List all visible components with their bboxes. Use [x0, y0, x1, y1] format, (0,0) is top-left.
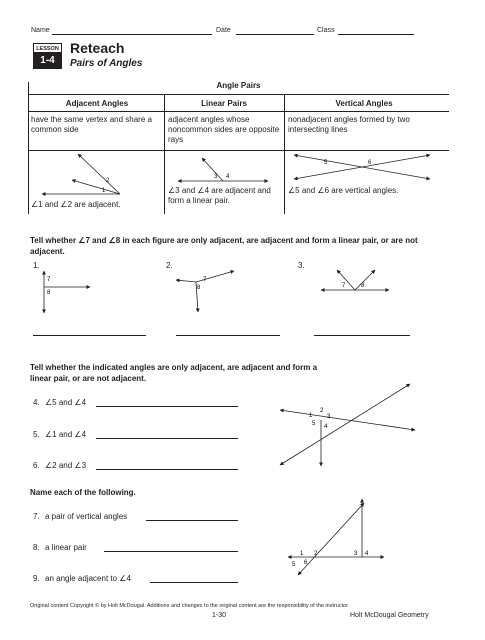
answer-blank-5[interactable]	[96, 438, 238, 439]
answer-blank-9[interactable]	[150, 582, 238, 583]
class-blank[interactable]	[338, 34, 414, 35]
definition-linear: adjacent angles whose noncommon sides are opposite rays	[168, 115, 280, 144]
answer-blank-6[interactable]	[96, 469, 238, 470]
problem-text: ∠5 and ∠4	[45, 398, 87, 407]
problem-number: 7.	[33, 512, 40, 521]
problem-number: 5.	[33, 430, 40, 439]
lesson-badge-number: 1-4	[33, 53, 62, 69]
angle-label: 7	[47, 277, 51, 283]
problem-number: 2.	[166, 261, 173, 270]
angle-label: 3	[214, 174, 218, 180]
answer-blank-2[interactable]	[176, 335, 280, 336]
problem-number: 9.	[33, 574, 40, 583]
angle-label: 8	[197, 285, 201, 291]
angle-label: 1	[102, 188, 106, 194]
copyright-notice: Original content Copyright © by Holt McDougal. Additions and changes to the original content are the responsibility of the instructor.	[30, 603, 350, 609]
publisher-name: Holt McDougal Geometry	[350, 612, 429, 619]
angle-label: 6	[304, 560, 308, 566]
answer-blank-4[interactable]	[96, 406, 238, 407]
col-heading-adjacent: Adjacent Angles	[65, 99, 129, 108]
answer-blank-7[interactable]	[146, 520, 238, 521]
problem-number: 6.	[33, 461, 40, 470]
angle-label: 8	[47, 290, 51, 296]
problem-number: 1.	[33, 261, 40, 270]
example-adjacent: ∠1 and ∠2 are adjacent.	[31, 200, 121, 209]
section3-instruction: Name each of the following.	[30, 488, 136, 497]
answer-blank-1[interactable]	[33, 335, 146, 336]
col-heading-linear: Linear Pairs	[201, 99, 247, 108]
col-heading-vertical: Vertical Angles	[335, 99, 393, 108]
angle-label: 5	[312, 421, 316, 427]
problem-number: 4.	[33, 398, 40, 407]
problem-text: a linear pair	[45, 543, 87, 552]
angle-label: 1	[309, 413, 313, 419]
margin-rule	[28, 82, 29, 214]
angle-label: 5	[292, 562, 296, 568]
class-label: Class	[317, 27, 335, 34]
date-label: Date	[216, 27, 231, 34]
table-caption: Angle Pairs	[216, 81, 261, 90]
example-vertical: ∠5 and ∠6 are vertical angles.	[288, 186, 399, 195]
figure-linear-pair	[164, 150, 284, 186]
angle-label: 2	[106, 178, 110, 184]
table-rule	[28, 94, 449, 95]
answer-blank-8[interactable]	[104, 551, 238, 552]
angle-label: 7	[342, 283, 346, 289]
section1-instruction: Tell whether ∠7 and ∠8 in each figure are only adjacent, are adjacent and form a linear pair, or are not adjacent.	[30, 236, 418, 256]
angle-label: 4	[226, 174, 230, 180]
problem-number: 8.	[33, 543, 40, 552]
figure-section3	[278, 495, 388, 577]
example-linear: ∠3 and ∠4 are adjacent and form a linear pair.	[168, 186, 271, 205]
problem-text: ∠2 and ∠3	[45, 461, 87, 470]
name-label: Name	[31, 27, 50, 34]
page-title: Reteach	[70, 40, 125, 56]
angle-label: 2	[320, 408, 324, 414]
figure-vertical-angles	[284, 150, 444, 184]
angle-label: 2	[314, 551, 318, 557]
figure-problem-2	[172, 268, 242, 314]
section2-instruction: Tell whether the indicated angles are only adjacent, are adjacent and form a linear pair, or are not adjacent.	[30, 363, 318, 383]
definition-vertical: nonadjacent angles formed by two intersecting lines	[288, 115, 410, 134]
page-number: 1-30	[212, 612, 227, 619]
lesson-badge	[33, 43, 62, 69]
figure-problem-1	[36, 268, 96, 318]
name-blank[interactable]	[52, 34, 212, 35]
angle-label: 8	[361, 283, 365, 289]
lesson-badge-label: LESSON	[33, 43, 62, 53]
page-subtitle: Pairs of Angles	[70, 58, 143, 69]
angle-label: 4	[324, 424, 328, 430]
answer-blank-3[interactable]	[314, 335, 410, 336]
angle-label: 4	[365, 551, 369, 557]
angle-label: 1	[300, 551, 304, 557]
definition-adjacent: have the same vertex and share a common side	[31, 115, 152, 134]
problem-text: a pair of vertical angles	[45, 512, 128, 521]
problem-text: ∠1 and ∠4	[45, 430, 87, 439]
table-rule	[28, 111, 449, 112]
figure-section2	[270, 380, 420, 470]
angle-label: 6	[368, 160, 372, 166]
angle-label: 3	[327, 414, 331, 420]
date-blank[interactable]	[236, 34, 314, 35]
angle-label: 7	[203, 277, 207, 283]
problem-number: 3.	[298, 261, 305, 270]
problem-text: an angle adjacent to ∠4	[45, 574, 131, 583]
figure-problem-3	[315, 264, 395, 294]
angle-label: 5	[324, 160, 328, 166]
angle-label: 3	[354, 551, 358, 557]
figure-adjacent-angles	[30, 150, 164, 200]
